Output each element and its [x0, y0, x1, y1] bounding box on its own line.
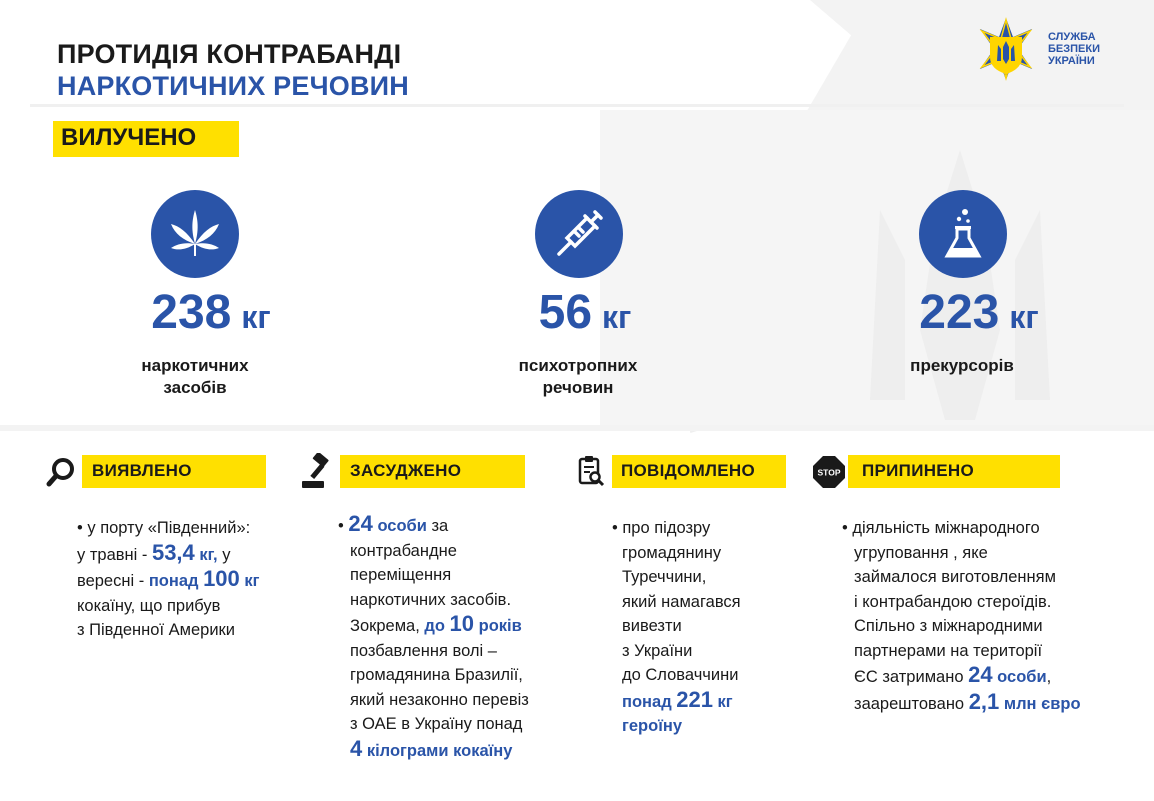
- stat-icon-circle: [919, 190, 1007, 278]
- section-text-line: [338, 563, 529, 588]
- body-text: • про підозру: [612, 519, 711, 537]
- stat-label-psychotropic: [468, 355, 688, 399]
- header-divider: [30, 104, 1124, 107]
- body-text: у травні -: [77, 545, 152, 564]
- highlight-text: героїну: [622, 717, 682, 735]
- seized-badge: [53, 121, 239, 157]
- clipboard-search-icon: [577, 455, 605, 487]
- highlight-text: кг,: [194, 545, 218, 564]
- highlight-text: млн євро: [999, 694, 1081, 713]
- stop-sign-text: STOP: [817, 467, 841, 478]
- stat-value-precursors: [839, 285, 1119, 340]
- section-text-line: [338, 639, 529, 664]
- section-text-line: [842, 516, 1081, 541]
- highlight-text: 100: [203, 566, 240, 591]
- body-text: кокаїну, що прибув: [77, 596, 221, 615]
- stat-number: 238: [151, 286, 232, 339]
- highlight-text: 10: [449, 611, 475, 636]
- section-text-line: [77, 541, 260, 568]
- body-text: позбавлення волі –: [350, 641, 497, 660]
- stat-label-line: засобів: [163, 378, 227, 397]
- body-text: • у порту «Південний»:: [77, 519, 251, 537]
- magnifier-icon: [46, 456, 76, 488]
- section-text-line: [842, 541, 1081, 566]
- body-text: займалося виготовленням: [854, 568, 1056, 586]
- body-text: з України: [622, 641, 693, 660]
- section-label-terminated: ПРИПИНЕНО: [862, 461, 975, 480]
- section-body-terminated: [842, 516, 1081, 716]
- section-text-line: [77, 594, 260, 619]
- ssu-logo: [974, 17, 1124, 81]
- highlight-text: кілограми кокаїну: [362, 741, 513, 760]
- stop-sign-icon: [812, 455, 846, 489]
- highlight-text: понад: [622, 692, 677, 711]
- syringe-icon: [551, 206, 607, 262]
- section-body-notified: [612, 516, 741, 739]
- highlight-text: особи: [372, 517, 427, 535]
- highlight-text: 2,1: [968, 688, 1000, 714]
- section-text-line: [612, 541, 741, 566]
- section-text-line: [842, 565, 1081, 590]
- body-text: громадянину: [622, 543, 722, 562]
- body-text: Спільно з міжнародними: [854, 617, 1043, 635]
- body-text: переміщення: [350, 566, 452, 584]
- section-text-line: [842, 590, 1081, 615]
- section-text-line: [612, 663, 741, 688]
- ssu-emblem-icon: [974, 17, 1038, 81]
- highlight-text: 53,4: [151, 539, 195, 565]
- section-text-line: [612, 565, 741, 590]
- stat-value-psychotropic: [445, 285, 725, 340]
- stat-label-line: психотропних: [518, 356, 638, 375]
- highlight-text: понад: [148, 572, 204, 590]
- section-text-line: [338, 612, 529, 639]
- seized-badge-label: ВИЛУЧЕНО: [61, 124, 197, 151]
- section-text-line: [842, 614, 1081, 639]
- section-text-line: [338, 688, 529, 713]
- section-text-line: [842, 639, 1081, 664]
- title-line-2: НАРКОТИЧНИХ РЕЧОВИН: [57, 71, 409, 101]
- section-label-convicted: ЗАСУДЖЕНО: [350, 461, 462, 480]
- logo-line-3: УКРАЇНИ: [1048, 55, 1095, 67]
- stat-icon-circle: [535, 190, 623, 278]
- body-text: угруповання , яке: [854, 543, 988, 562]
- section-text-line: [842, 690, 1081, 717]
- section-text-line: [612, 639, 741, 664]
- section-body-detected: [77, 516, 260, 643]
- title-line-1: ПРОТИДІЯ КОНТРАБАНДІ: [57, 39, 402, 69]
- section-text-line: [612, 590, 741, 615]
- stat-value-narcotics: [71, 285, 351, 340]
- body-text: партнерами на території: [854, 641, 1043, 660]
- body-text: Туреччини,: [622, 568, 707, 586]
- logo-text: [1048, 31, 1100, 67]
- body-text: заарештовано: [854, 694, 969, 713]
- section-text-line: [338, 712, 529, 737]
- stat-unit: кг: [1009, 299, 1039, 335]
- body-text: наркотичних засобів.: [350, 590, 512, 609]
- stat-unit: кг: [602, 299, 632, 335]
- stat-icon-circle: [151, 190, 239, 278]
- highlight-text: 24: [968, 662, 993, 687]
- highlight-text: особи: [992, 668, 1047, 686]
- section-label-notified: ПОВІДОМЛЕНО: [621, 461, 756, 480]
- section-text-line: [612, 688, 741, 715]
- section-body-convicted: [338, 512, 529, 763]
- section-divider: [0, 425, 1154, 431]
- gavel-icon: [300, 453, 340, 489]
- stat-label-line: речовин: [542, 378, 614, 397]
- section-text-line: [338, 663, 529, 688]
- body-text: який незаконно перевіз: [350, 690, 529, 709]
- page-title: [57, 38, 409, 102]
- section-text-line: [77, 618, 260, 643]
- body-text: з ОАЕ в Україну понад: [350, 715, 523, 733]
- flask-icon: [935, 206, 991, 262]
- highlight-text: 4: [350, 735, 363, 761]
- body-text: з Південної Америки: [77, 621, 235, 639]
- body-text: громадянина Бразилії,: [350, 666, 523, 684]
- stat-number: 223: [919, 286, 1000, 339]
- logo-line-2: БЕЗПЕКИ: [1048, 43, 1100, 55]
- section-text-line: [338, 588, 529, 613]
- body-text: •: [338, 517, 349, 535]
- section-text-line: [612, 614, 741, 639]
- highlight-text: до: [424, 617, 450, 635]
- body-text: Зокрема,: [350, 617, 425, 635]
- body-text: контрабандне: [350, 541, 457, 560]
- body-text: ,: [1046, 668, 1052, 686]
- cannabis-leaf-icon: [167, 206, 223, 262]
- section-text-line: [338, 737, 529, 764]
- logo-line-1: СЛУЖБА: [1048, 31, 1096, 43]
- stat-label-line: наркотичних: [141, 356, 249, 375]
- section-text-line: [77, 567, 260, 594]
- highlight-text: років: [474, 617, 522, 635]
- stat-label-precursors: [852, 355, 1072, 377]
- stat-label-narcotics: [85, 355, 305, 399]
- highlight-text: 221: [676, 686, 713, 712]
- body-text: і контрабандою стероїдів.: [854, 592, 1052, 611]
- highlight-text: 24: [348, 511, 373, 536]
- body-text: • діяльність міжнародного: [842, 519, 1040, 537]
- stat-unit: кг: [241, 299, 271, 335]
- stat-label-line: прекурсорів: [910, 356, 1014, 375]
- section-text-line: [338, 512, 529, 539]
- body-text: який намагався: [622, 592, 741, 611]
- body-text: за: [426, 517, 449, 535]
- body-text: ЄС затримано: [854, 668, 969, 686]
- section-text-line: [338, 539, 529, 564]
- body-text: вересні -: [77, 572, 149, 590]
- section-text-line: [77, 516, 260, 541]
- section-label-detected: ВИЯВЛЕНО: [92, 461, 192, 480]
- section-text-line: [612, 516, 741, 541]
- section-text-line: [842, 663, 1081, 690]
- highlight-text: кг: [239, 572, 260, 590]
- body-text: до Словаччини: [622, 666, 739, 684]
- section-text-line: [612, 714, 741, 739]
- body-text: у: [217, 545, 231, 564]
- body-text: вивезти: [622, 617, 682, 635]
- stat-number: 56: [538, 286, 593, 339]
- highlight-text: кг: [712, 692, 733, 711]
